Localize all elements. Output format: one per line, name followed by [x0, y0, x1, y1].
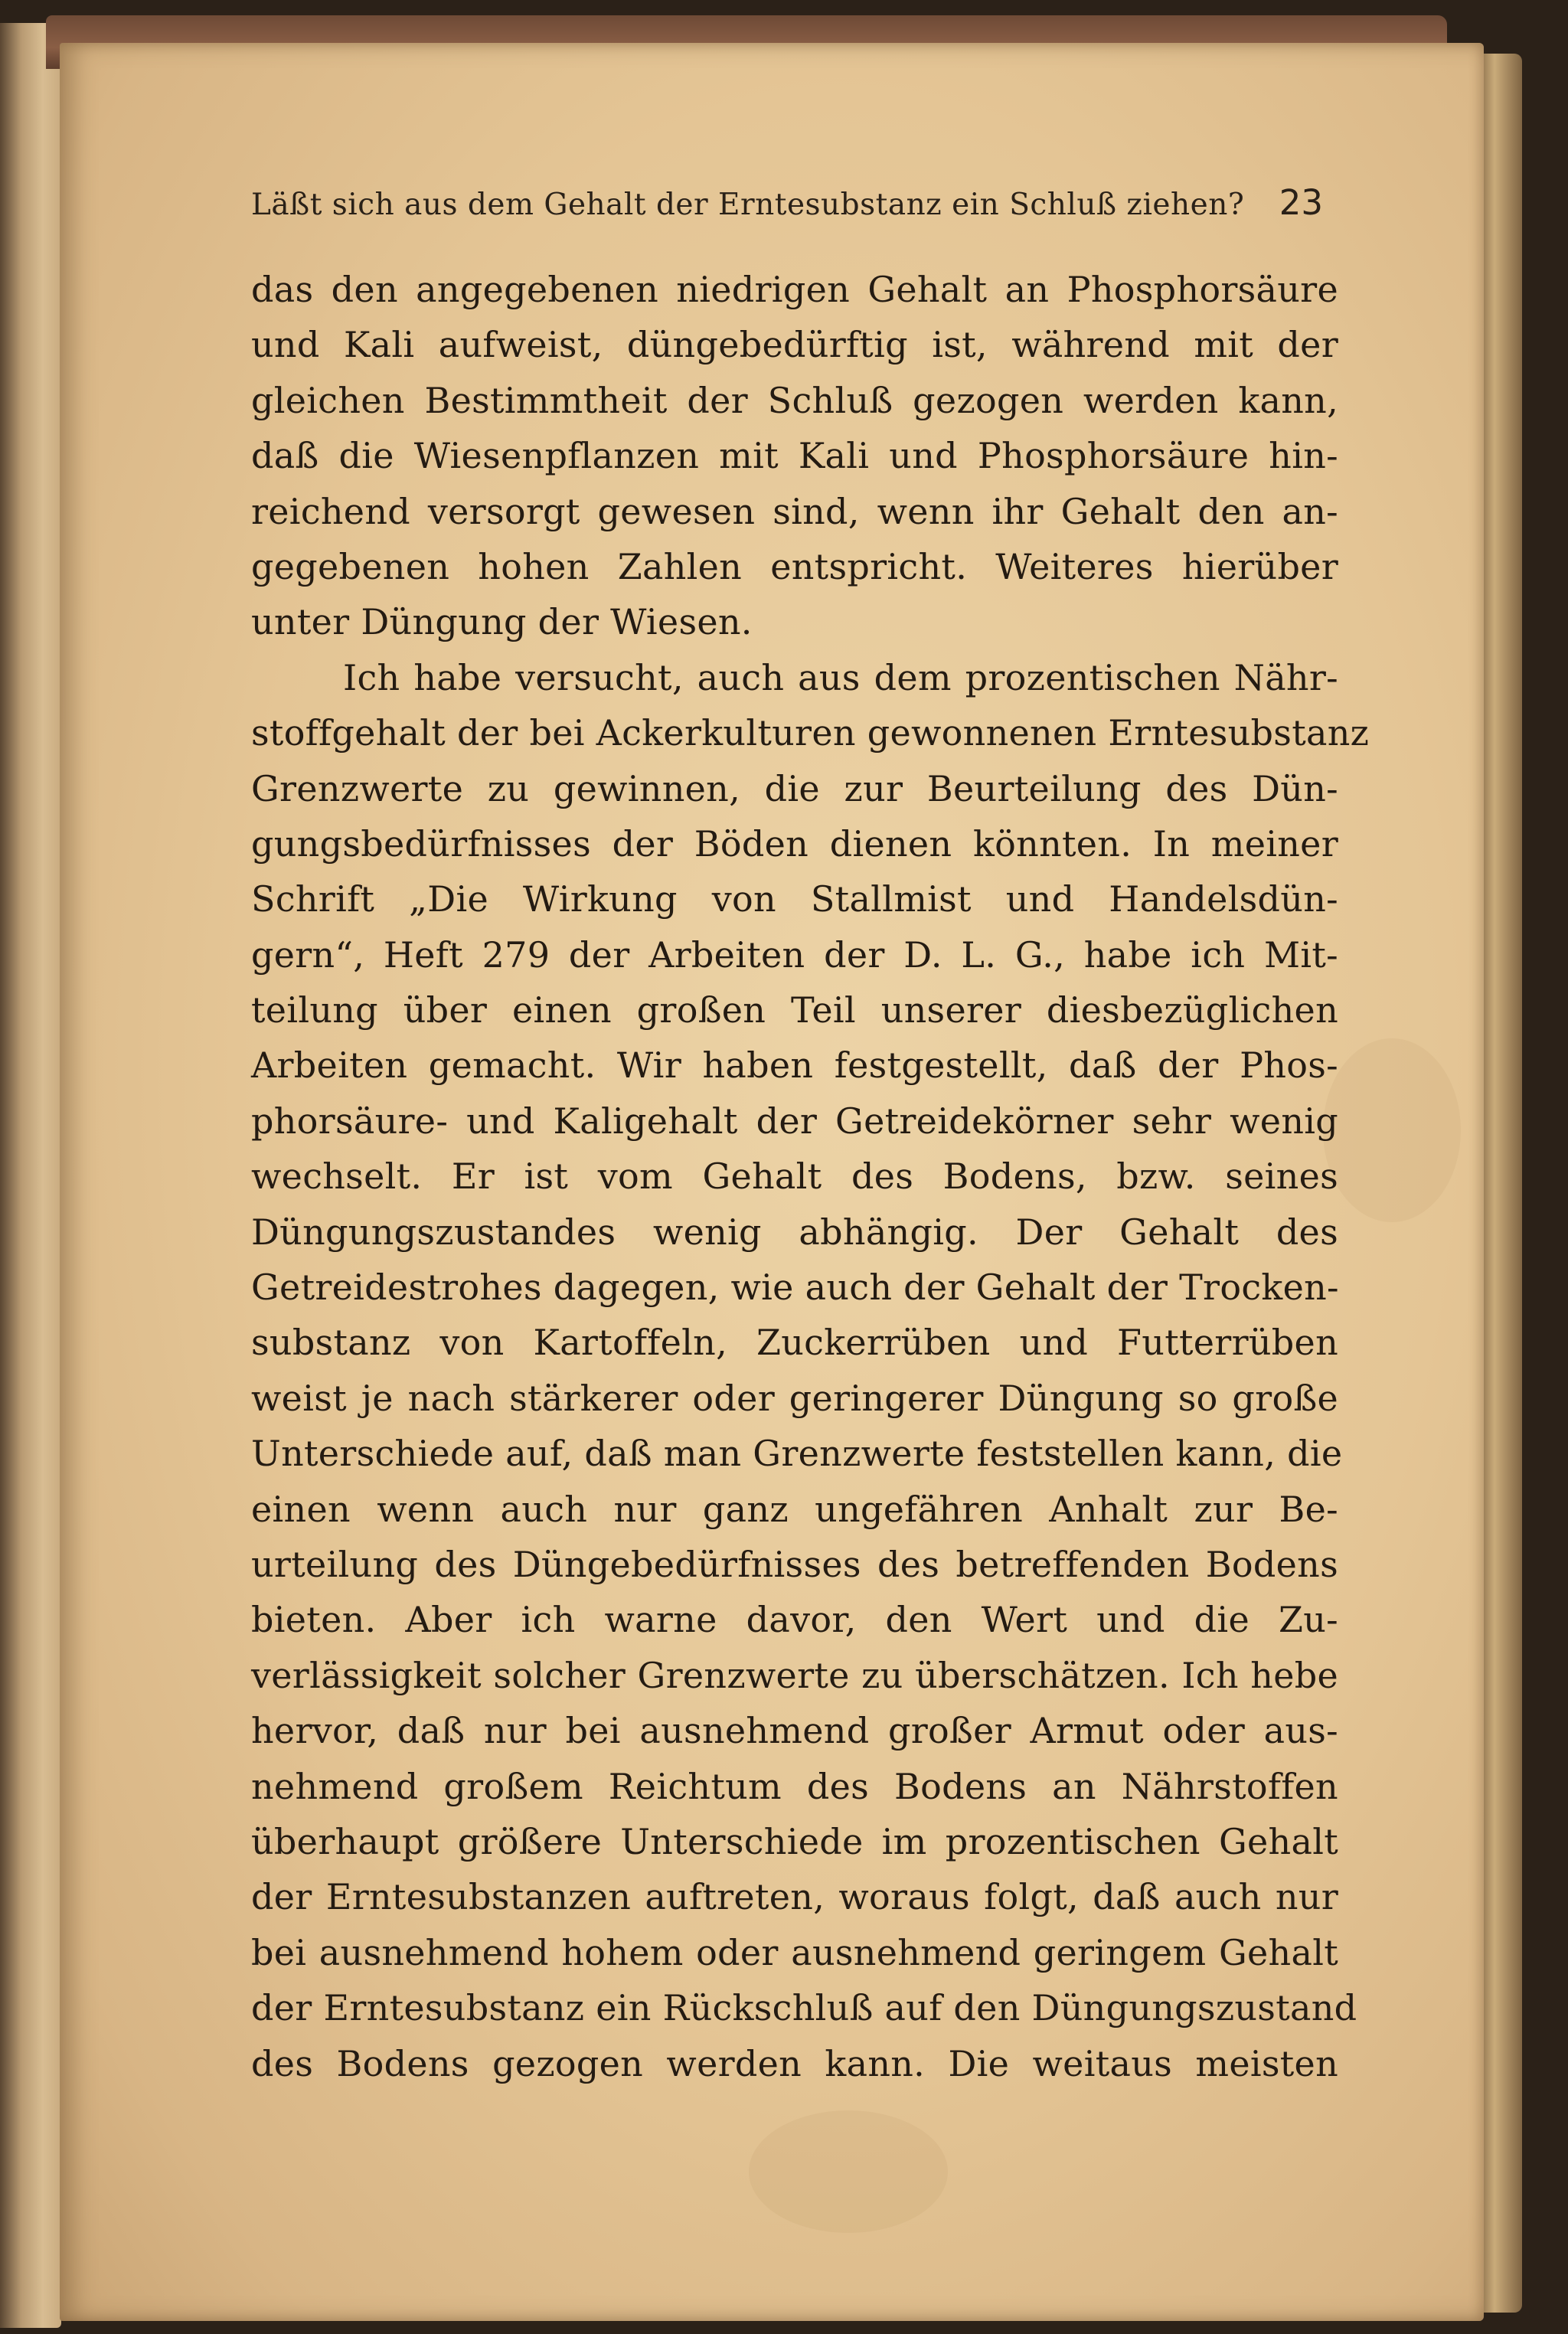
text-line: Unterschiede auf, daß man Grenzwerte feststellen kann, die	[251, 1433, 1343, 1475]
text-line: daß die Wiesenpflanzen mit Kali und Phosphorsäure hin-	[251, 435, 1338, 477]
text-line: das den angegebenen niedrigen Gehalt an Phosphorsäure	[251, 269, 1338, 310]
text-line: unter Düngung der Wiesen.	[251, 601, 753, 643]
text-line: der Erntesubstanz ein Rückschluß auf den Düngungszustand	[251, 1987, 1357, 2029]
text-line: reichend versorgt gewesen sind, wenn ihr Gehalt den an-	[251, 490, 1338, 532]
text-line: der Erntesubstanzen auftreten, woraus folgt, daß auch nur	[251, 1876, 1338, 1918]
text-line: des Bodens gezogen werden kann. Die weitaus meisten	[251, 2042, 1338, 2084]
text-line: hervor, daß nur bei ausnehmend großer Armut oder aus-	[251, 1710, 1338, 1752]
text-line: bieten. Aber ich warne davor, den Wert und die Zu-	[251, 1599, 1338, 1641]
body-text	[251, 262, 1370, 2091]
text-line: gungsbedürfnisses der Böden dienen könnten. In meiner	[251, 822, 1338, 865]
text-line: stoffgehalt der bei Ackerkulturen gewonnenen Erntesubstanz	[251, 712, 1370, 754]
text-line: Ich habe versucht, auch aus dem prozentischen Nähr-	[343, 656, 1338, 698]
text-line: und Kali aufweist, düngebedürftig ist, während mit der	[251, 324, 1338, 366]
text-line: urteilung des Düngebedürfnisses des betreffenden Bodens	[251, 1543, 1338, 1585]
text-line: gleichen Bestimmtheit der Schluß gezogen werden kann,	[251, 379, 1338, 421]
text-line: nehmend großem Reichtum des Bodens an Nährstoffen	[251, 1765, 1338, 1807]
text-line: verlässigkeit solcher Grenzwerte zu überschätzen. Ich hebe	[251, 1654, 1338, 1696]
text-line: gegebenen hohen Zahlen entspricht. Weiteres hierüber	[251, 545, 1338, 587]
text-line: phorsäure- und Kaligehalt der Getreidekörner sehr wenig	[251, 1100, 1338, 1142]
text-line: bei ausnehmend hohem oder ausnehmend geringem Gehalt	[251, 1931, 1338, 1973]
text-line: überhaupt größere Unterschiede im prozentischen Gehalt	[251, 1820, 1338, 1862]
text-line: Getreidestrohes dagegen, wie auch der Gehalt der Trocken-	[251, 1267, 1339, 1309]
text-line: gern“, Heft 279 der Arbeiten der D. L. G., habe ich Mit-	[251, 933, 1338, 976]
text-line: einen wenn auch nur ganz ungefähren Anhalt zur Be-	[251, 1488, 1338, 1530]
text-line: Grenzwerte zu gewinnen, die zur Beurteilung des Dün-	[251, 767, 1338, 809]
paper-stain	[1323, 1038, 1461, 1222]
text-line: Düngungszustandes wenig abhängig. Der Gehalt des	[251, 1211, 1338, 1253]
text-line: teilung über einen großen Teil unserer diesbezüglichen	[251, 989, 1338, 1031]
running-head	[251, 182, 1323, 228]
page-number: 23	[1279, 182, 1323, 223]
text-line: weist je nach stärkerer oder geringerer Düngung so große	[251, 1377, 1338, 1419]
text-line: Schrift „Die Wirkung von Stallmist und Handelsdün-	[251, 878, 1338, 920]
text-line: Arbeiten gemacht. Wir haben festgestellt, daß der Phos-	[251, 1044, 1338, 1087]
paper-stain	[749, 2110, 948, 2233]
text-line: wechselt. Er ist vom Gehalt des Bodens, bzw. seines	[251, 1156, 1338, 1198]
running-title: Läßt sich aus dem Gehalt der Erntesubstanz ein Schluß ziehen?	[251, 188, 1245, 222]
text-line: substanz von Kartoffeln, Zuckerrüben und Futterrüben	[251, 1322, 1338, 1364]
left-page-edge	[0, 23, 61, 2328]
